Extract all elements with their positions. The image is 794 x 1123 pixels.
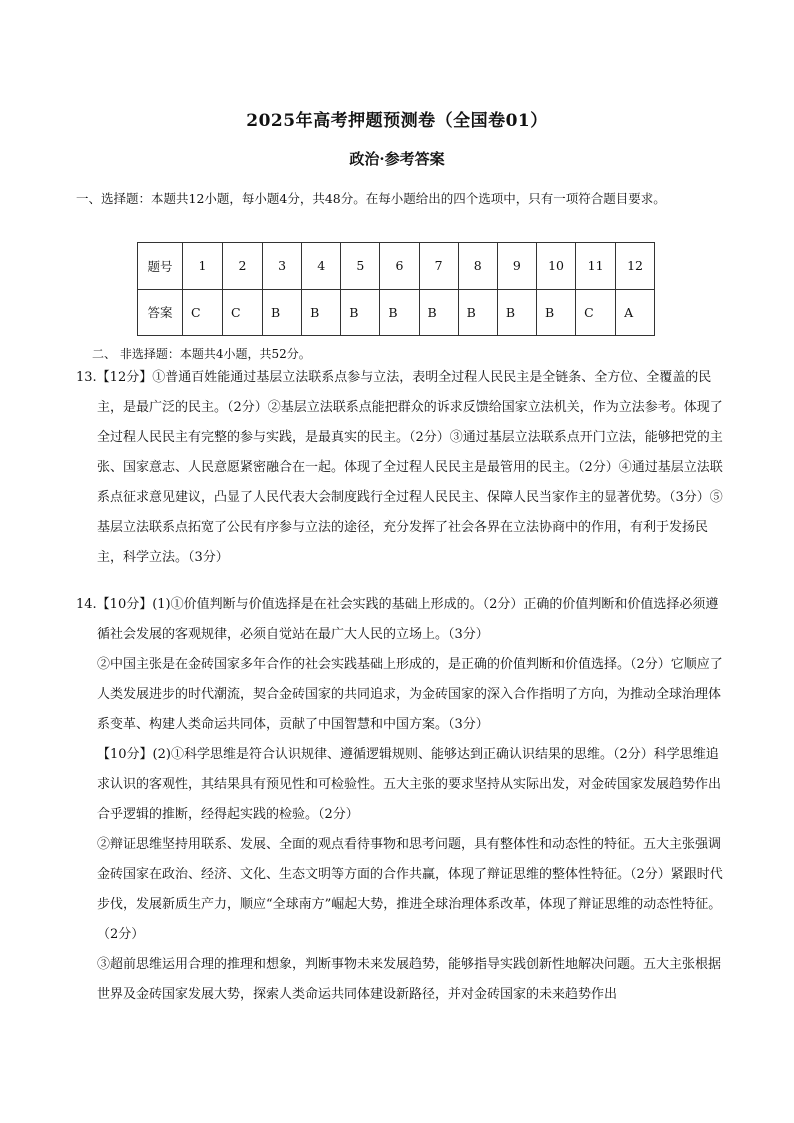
answer-cell: C	[222, 289, 262, 336]
question-14-part2-point2: ②辩证思维坚持用联系、发展、全面的观点看待事物和思考问题，具有整体性和动态性的特征。五大主张强调金砖国家在政治、经济、文化、生态文明等方面的合作共赢，体现了辩证思维的整体性特征。（2分）紧跟时代步伐，发展新质生产力，顺应“全球南方”崛起大势，推进全球治理体系改革，体现了辩证思维的动态性特征。（2分）	[97, 837, 723, 942]
question-number-cell: 5	[341, 243, 380, 290]
question-number-cell: 3	[262, 243, 301, 290]
question-14-answer	[76, 590, 726, 1010]
answer-label: 答案	[138, 289, 183, 336]
question-number-cell: 4	[302, 243, 341, 290]
question-number-cell: 9	[497, 243, 536, 290]
answer-cell: B	[536, 289, 575, 336]
question-number-cell: 8	[458, 243, 497, 290]
question-number-cell: 6	[380, 243, 419, 290]
page-title: 2025年高考押题预测卷（全国卷01）	[246, 111, 548, 131]
question-13-text: 13.【12分】①普通百姓能通过基层立法联系点参与立法，表明全过程人民民主是全链条、全方位、全覆盖的民主，是最广泛的民主。（2分）②基层立法联系点能把群众的诉求反馈给国家立法机关，作为立法参考。体现了全过程人民民主有完整的参与实践，是最真实的民主。（2分）③通过基层立法联系点开门立法，能够把党的主张、国家意志、人民意愿紧密融合在一起。体现了全过程人民民主是最管用的民主。（2分）④通过基层立法联系点征求意见建议，凸显了人民代表大会制度践行全过程人民民主、保障人民当家作主的显著优势。（3分）⑤基层立法联系点拓宽了公民有序参与立法的途径，充分发挥了社会各界在立法协商中的作用，有利于发扬民主，科学立法。（3分）	[76, 370, 723, 565]
question-number-cell: 7	[419, 243, 458, 290]
answer-cell: A	[616, 289, 655, 336]
question-13-answer	[76, 363, 726, 573]
section-2-instructions: 二、 非选择题：本题共4小题，共52分。	[92, 347, 311, 361]
question-number-label: 题号	[138, 243, 183, 290]
answer-table	[137, 242, 655, 336]
answer-cell: B	[262, 289, 301, 336]
question-14-part2-point3: ③超前思维运用合理的推理和想象，判断事物未来发展趋势，能够指导实践创新性地解决问题。五大主张根据世界及金砖国家发展大势，探索人类命运共同体建设新路径，并对金砖国家的未来趋势作出	[97, 957, 722, 1002]
question-number-cell: 12	[616, 243, 655, 290]
answer-cell: B	[380, 289, 419, 336]
answer-cell: C	[183, 289, 223, 336]
section-1-instructions: 一、选择题：本题共12小题，每小题4分，共48分。在每小题给出的四个选项中，只有一项符合题目要求。	[76, 191, 666, 206]
answer-cell: B	[419, 289, 458, 336]
question-number-cell: 11	[576, 243, 616, 290]
answer-cell: B	[302, 289, 341, 336]
question-14-part1-point1: 14.【10分】(1)①价值判断与价值选择是在社会实践的基础上形成的。（2分）正确的价值判断和价值选择必须遵循社会发展的客观规律，必须自觉站在最广大人民的立场上。（3分）	[76, 597, 719, 642]
answer-cell: B	[458, 289, 497, 336]
question-number-cell: 2	[222, 243, 262, 290]
question-number-cell: 10	[536, 243, 575, 290]
answer-cell: C	[576, 289, 616, 336]
question-number-cell: 1	[183, 243, 223, 290]
page-subtitle: 政治·参考答案	[349, 150, 445, 168]
answer-cell: B	[497, 289, 536, 336]
question-14-part1-point2: ②中国主张是在金砖国家多年合作的社会实践基础上形成的，是正确的价值判断和价值选择。（2分）它顺应了人类发展进步的时代潮流，契合金砖国家的共同追求，为金砖国家的深入合作指明了方向，为推动全球治理体系变革、构建人类命运共同体，贡献了中国智慧和中国方案。（3分）	[97, 657, 723, 732]
question-14-part2-point1: 【10分】(2)①科学思维是符合认识规律、遵循逻辑规则、能够达到正确认识结果的思维。（2分）科学思维追求认识的客观性，其结果具有预见性和可检验性。五大主张的要求坚持从实际出发，对金砖国家发展趋势作出合乎逻辑的推断，经得起实践的检验。（2分）	[97, 747, 722, 822]
answer-table-number-row	[138, 243, 655, 290]
answer-table-answer-row	[138, 289, 655, 336]
answer-cell: B	[341, 289, 380, 336]
